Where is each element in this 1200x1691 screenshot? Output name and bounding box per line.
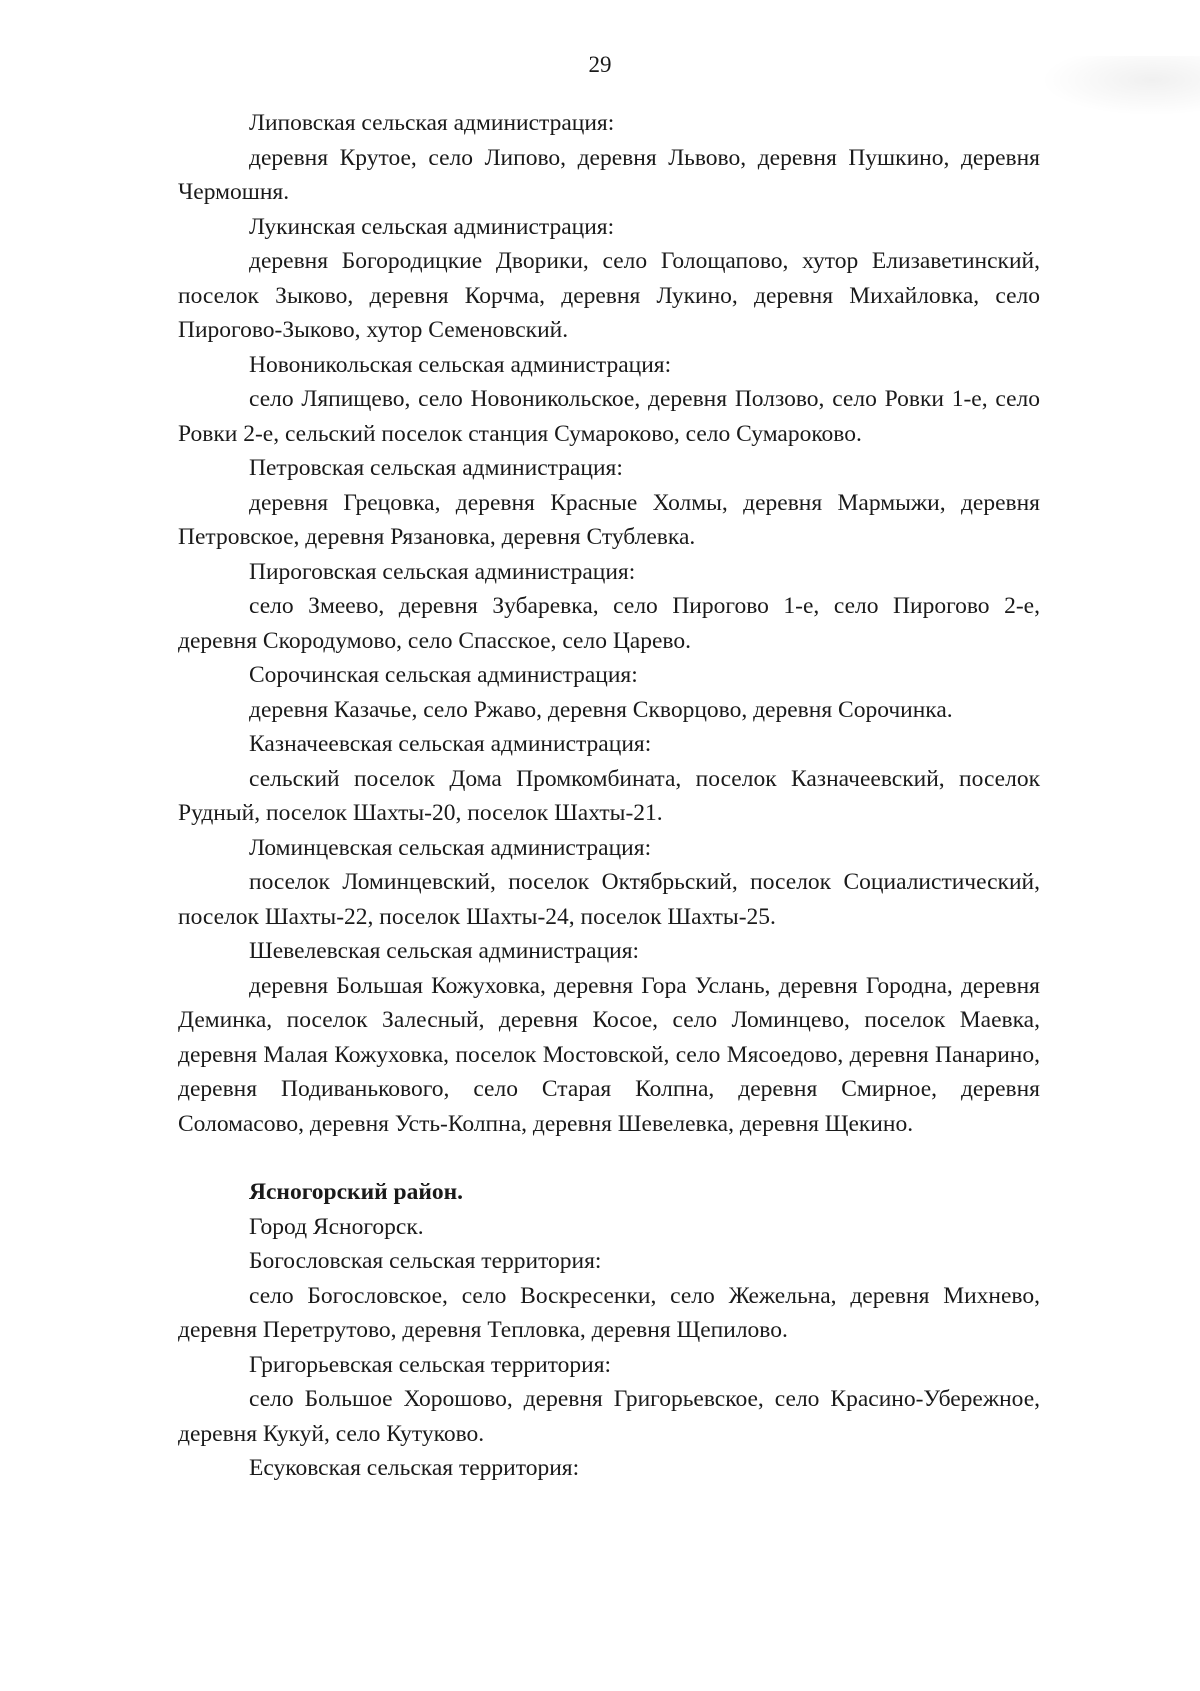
- territory-text: село Большое Хорошово, деревня Григорьевское, село Красино-Убережное, деревня Кукуй, село Кутуково.: [178, 1386, 1040, 1447]
- section-heading: Новоникольская сельская администрация:: [249, 351, 672, 378]
- section-text: деревня Богородицкие Дворики, село Голощапово, хутор Елизаветинский, поселок Зыково, деревня Корчма, деревня Лукино, деревня Михайловка, село Пирогово-Зыково, хутор Семеновский.: [178, 248, 1040, 343]
- section-heading: Петровская сельская администрация:: [249, 455, 623, 481]
- document-body: [178, 106, 1040, 1486]
- district-title: Ясногорский район.: [249, 1179, 464, 1205]
- section-heading: Ломинцевская сельская администрация:: [249, 834, 652, 861]
- section-text: поселок Ломинцевский, поселок Октябрьский, поселок Социалистический, поселок Шахты-22, поселок Шахты-24, поселок Шахты-25.: [178, 869, 1040, 930]
- section-heading: Казначеевская сельская администрация:: [249, 731, 652, 757]
- district-city: Город Ясногорск.: [249, 1213, 424, 1240]
- section-text: деревня Большая Кожуховка, деревня Гора Услань, деревня Городна, деревня Деминка, поселок Залесный, деревня Косое, село Ломинцево, поселок Маевка, деревня Малая Кожуховка, поселок Мостовской, село Мясоедово, деревня Панарино, деревня Подиванькового, село Старая Колпна, деревня Смирное, деревня Соломасово, деревня Усть-Колпна, деревня Шевелевка, деревня Щекино.: [178, 972, 1040, 1137]
- territory-text: село Богословское, село Воскресенки, село Жежельна, деревня Михнево, деревня Перетрутово, деревня Тепловка, деревня Щепилово.: [178, 1282, 1040, 1343]
- section-heading: Сорочинская сельская администрация:: [249, 662, 638, 688]
- section-heading: Шевелевская сельская администрация:: [249, 938, 640, 964]
- territory-heading: Григорьевская сельская территория:: [249, 1351, 612, 1378]
- section-text: село Ляпищево, село Новоникольское, деревня Ползово, село Ровки 1-е, село Ровки 2-е, сельский поселок станция Сумароково, село Сумароково.: [178, 386, 1040, 447]
- section-heading: Липовская сельская администрация:: [249, 110, 615, 136]
- section-heading: Лукинская сельская администрация:: [249, 213, 615, 240]
- section-text: деревня Крутое, село Липово, деревня Львово, деревня Пушкино, деревня Чермошня.: [178, 144, 1040, 205]
- page-number: 29: [588, 52, 612, 77]
- territory-heading: Богословская сельская территория:: [249, 1248, 602, 1274]
- section-text: сельский поселок Дома Промкомбината, поселок Казначеевский, поселок Рудный, поселок Шахты-20, поселок Шахты-21.: [178, 765, 1040, 826]
- section-text: деревня Грецовка, деревня Красные Холмы, деревня Мармыжи, деревня Петровское, деревня Рязановка, деревня Стублевка.: [178, 489, 1040, 550]
- territory-heading: Есуковская сельская территория:: [249, 1455, 580, 1481]
- section-heading: Пироговская сельская администрация:: [249, 558, 636, 585]
- section-text: деревня Казачье, село Ржаво, деревня Скворцово, деревня Сорочинка.: [249, 696, 953, 723]
- section-text: село Змеево, деревня Зубаревка, село Пирогово 1-е, село Пирогово 2-е, деревня Скородумово, село Спасское, село Царево.: [178, 593, 1040, 654]
